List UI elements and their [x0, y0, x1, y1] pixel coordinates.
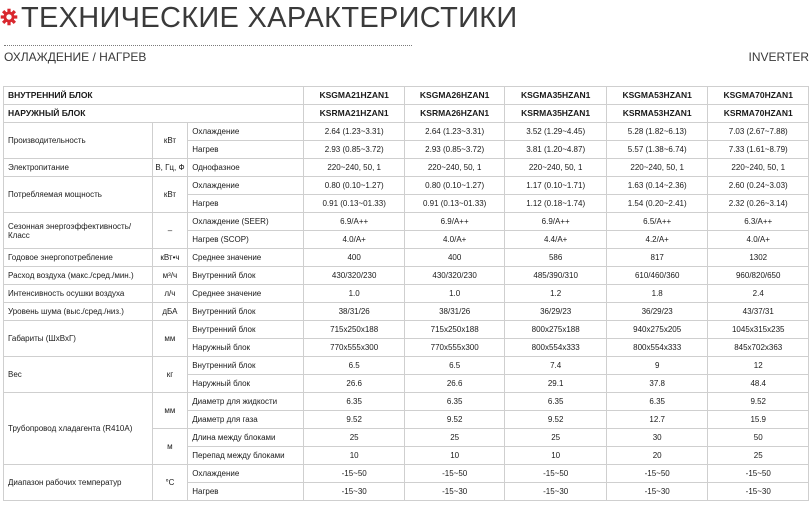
mode-label: Перепад между блоками [188, 447, 304, 465]
spec-row [4, 303, 809, 321]
value-cell: 1302 [708, 249, 809, 267]
mode-label: Нагрев [188, 141, 304, 159]
value-cell: 960/820/650 [708, 267, 809, 285]
model-cell: KSGMA70HZAN1 [708, 87, 809, 105]
mode-label: Однофазное [188, 159, 304, 177]
value-cell: 26.6 [304, 375, 404, 393]
parameter-label: Производительность [4, 123, 153, 159]
value-cell: 0.80 (0.10~1.27) [304, 177, 404, 195]
spec-row [4, 123, 809, 141]
value-cell: 1.8 [606, 285, 708, 303]
mode-label: Среднее значение [188, 249, 304, 267]
mode-label: Длина между блоками [188, 429, 304, 447]
mode-label: Нагрев (SCOP) [188, 231, 304, 249]
value-cell: 2.93 (0.85~3.72) [404, 141, 504, 159]
mode-label: Внутренний блок [188, 303, 304, 321]
value-cell: 9.52 [708, 393, 809, 411]
value-cell: 36/29/23 [606, 303, 708, 321]
value-cell: -15~30 [304, 483, 404, 501]
value-cell: 26.6 [404, 375, 504, 393]
value-cell: 1.0 [304, 285, 404, 303]
model-cell: KSGMA53HZAN1 [606, 87, 708, 105]
value-cell: -15~50 [708, 465, 809, 483]
value-cell: 485/390/310 [505, 267, 607, 285]
value-cell: -15~50 [304, 465, 404, 483]
unit-label: кВт [152, 177, 188, 213]
spec-row [4, 321, 809, 339]
model-cell: KSGMA35HZAN1 [505, 87, 607, 105]
value-cell: 9.52 [505, 411, 607, 429]
parameter-label: Годовое энергопотребление [4, 249, 153, 267]
model-cell: KSRMA35HZAN1 [505, 105, 607, 123]
value-cell: 220~240, 50, 1 [505, 159, 607, 177]
value-cell: 30 [606, 429, 708, 447]
value-cell: 25 [404, 429, 504, 447]
parameter-label: Уровень шума (выс./сред./низ.) [4, 303, 153, 321]
spec-row [4, 177, 809, 195]
parameter-label: Интенсивность осушки воздуха [4, 285, 153, 303]
value-cell: 6.3/A++ [708, 213, 809, 231]
value-cell: 220~240, 50, 1 [606, 159, 708, 177]
value-cell: 2.4 [708, 285, 809, 303]
value-cell: 38/31/26 [304, 303, 404, 321]
value-cell: 29.1 [505, 375, 607, 393]
spec-row [4, 159, 809, 177]
model-cell: KSRMA26HZAN1 [404, 105, 504, 123]
unit-label: мм [152, 393, 188, 429]
spec-table [3, 86, 809, 501]
value-cell: 4.4/A+ [505, 231, 607, 249]
indoor-model-row [4, 87, 809, 105]
value-cell: 10 [304, 447, 404, 465]
value-cell: 800x554x333 [505, 339, 607, 357]
spec-row [4, 267, 809, 285]
dotted-divider [4, 45, 412, 46]
value-cell: 220~240, 50, 1 [404, 159, 504, 177]
value-cell: 6.5/A++ [606, 213, 708, 231]
mode-label: Охлаждение (SEER) [188, 213, 304, 231]
inverter-label: INVERTER [748, 50, 809, 64]
value-cell: 400 [304, 249, 404, 267]
spec-row [4, 249, 809, 267]
value-cell: 15.9 [708, 411, 809, 429]
value-cell: 4.0/A+ [304, 231, 404, 249]
value-cell: 20 [606, 447, 708, 465]
value-cell: 36/29/23 [505, 303, 607, 321]
mode-label: Наружный блок [188, 339, 304, 357]
model-cell: KSRMA53HZAN1 [606, 105, 708, 123]
unit-label: В, Гц, Ф [152, 159, 188, 177]
value-cell: 6.35 [404, 393, 504, 411]
value-cell: -15~30 [606, 483, 708, 501]
value-cell: 1.2 [505, 285, 607, 303]
value-cell: 43/37/31 [708, 303, 809, 321]
value-cell: 845x702x363 [708, 339, 809, 357]
value-cell: 7.4 [505, 357, 607, 375]
value-cell: 10 [404, 447, 504, 465]
page-header [0, 0, 811, 62]
value-cell: -15~50 [505, 465, 607, 483]
value-cell: -15~30 [708, 483, 809, 501]
mode-label: Нагрев [188, 483, 304, 501]
mode-label: Внутренний блок [188, 357, 304, 375]
value-cell: 25 [708, 447, 809, 465]
value-cell: 800x554x333 [606, 339, 708, 357]
mode-label: Наружный блок [188, 375, 304, 393]
value-cell: 1.0 [404, 285, 504, 303]
mode-label: Диаметр для газа [188, 411, 304, 429]
value-cell: -15~30 [404, 483, 504, 501]
value-cell: 610/460/360 [606, 267, 708, 285]
value-cell: 50 [708, 429, 809, 447]
unit-label: кВт•ч [152, 249, 188, 267]
spec-row [4, 213, 809, 231]
mode-label: Среднее значение [188, 285, 304, 303]
value-cell: 4.2/A+ [606, 231, 708, 249]
unit-type-label: ВНУТРЕННИЙ БЛОК [4, 87, 304, 105]
value-cell: 770x555x300 [304, 339, 404, 357]
model-cell: KSRMA21HZAN1 [304, 105, 404, 123]
value-cell: 25 [505, 429, 607, 447]
value-cell: 9.52 [304, 411, 404, 429]
value-cell: 2.64 (1.23~3.31) [304, 123, 404, 141]
value-cell: 6.9/A++ [304, 213, 404, 231]
value-cell: 1.54 (0.20~2.41) [606, 195, 708, 213]
model-cell: KSGMA21HZAN1 [304, 87, 404, 105]
value-cell: 3.52 (1.29~4.45) [505, 123, 607, 141]
value-cell: 4.0/A+ [404, 231, 504, 249]
unit-label: °С [152, 465, 188, 501]
value-cell: 715x250x188 [304, 321, 404, 339]
value-cell: 38/31/26 [404, 303, 504, 321]
value-cell: 3.81 (1.20~4.87) [505, 141, 607, 159]
value-cell: 430/320/230 [304, 267, 404, 285]
parameter-label: Диапазон рабочих температур [4, 465, 153, 501]
value-cell: 0.91 (0.13~01.33) [304, 195, 404, 213]
unit-type-label: НАРУЖНЫЙ БЛОК [4, 105, 304, 123]
unit-label: л/ч [152, 285, 188, 303]
unit-label: – [152, 213, 188, 249]
mode-label: Охлаждение [188, 123, 304, 141]
parameter-label: Потребляемая мощность [4, 177, 153, 213]
value-cell: 2.60 (0.24~3.03) [708, 177, 809, 195]
value-cell: 220~240, 50, 1 [304, 159, 404, 177]
mode-label: Охлаждение [188, 465, 304, 483]
value-cell: 4.0/A+ [708, 231, 809, 249]
value-cell: 9.52 [404, 411, 504, 429]
model-cell: KSGMA26HZAN1 [404, 87, 504, 105]
outdoor-model-row [4, 105, 809, 123]
mode-label: Внутренний блок [188, 321, 304, 339]
parameter-label: Трубопровод хладагента (R410A) [4, 393, 153, 465]
value-cell: 2.64 (1.23~3.31) [404, 123, 504, 141]
value-cell: 12 [708, 357, 809, 375]
value-cell: 2.93 (0.85~3.72) [304, 141, 404, 159]
value-cell: 5.57 (1.38~6.74) [606, 141, 708, 159]
value-cell: -15~50 [606, 465, 708, 483]
mode-label: Внутренний блок [188, 267, 304, 285]
value-cell: 1.12 (0.18~1.74) [505, 195, 607, 213]
value-cell: 715x250x188 [404, 321, 504, 339]
parameter-label: Габариты (ШхВхГ) [4, 321, 153, 357]
value-cell: 0.80 (0.10~1.27) [404, 177, 504, 195]
mode-label: Охлаждение [188, 177, 304, 195]
parameter-label: Вес [4, 357, 153, 393]
value-cell: 6.5 [304, 357, 404, 375]
value-cell: 2.32 (0.26~3.14) [708, 195, 809, 213]
value-cell: 6.9/A++ [505, 213, 607, 231]
mode-subtitle: ОХЛАЖДЕНИЕ / НАГРЕВ [4, 50, 147, 64]
value-cell: -15~50 [404, 465, 504, 483]
value-cell: 5.28 (1.82~6.13) [606, 123, 708, 141]
value-cell: 12.7 [606, 411, 708, 429]
value-cell: 220~240, 50, 1 [708, 159, 809, 177]
value-cell: 800x275x188 [505, 321, 607, 339]
value-cell: 7.33 (1.61~8.79) [708, 141, 809, 159]
value-cell: 6.35 [304, 393, 404, 411]
value-cell: 1045x315x235 [708, 321, 809, 339]
value-cell: 430/320/230 [404, 267, 504, 285]
unit-label: м³/ч [152, 267, 188, 285]
value-cell: 25 [304, 429, 404, 447]
value-cell: 586 [505, 249, 607, 267]
value-cell: 7.03 (2.67~7.88) [708, 123, 809, 141]
value-cell: 400 [404, 249, 504, 267]
value-cell: 817 [606, 249, 708, 267]
model-cell: KSRMA70HZAN1 [708, 105, 809, 123]
unit-label: кВт [152, 123, 188, 159]
value-cell: 37.8 [606, 375, 708, 393]
spec-row [4, 285, 809, 303]
value-cell: 10 [505, 447, 607, 465]
value-cell: 1.63 (0.14~2.36) [606, 177, 708, 195]
value-cell: -15~30 [505, 483, 607, 501]
value-cell: 940x275x205 [606, 321, 708, 339]
value-cell: 9 [606, 357, 708, 375]
value-cell: 0.91 (0.13~01.33) [404, 195, 504, 213]
value-cell: 6.5 [404, 357, 504, 375]
parameter-label: Расход воздуха (макс./сред./мин.) [4, 267, 153, 285]
gear-icon [0, 8, 18, 26]
value-cell: 6.35 [606, 393, 708, 411]
value-cell: 6.9/A++ [404, 213, 504, 231]
value-cell: 1.17 (0.10~1.71) [505, 177, 607, 195]
value-cell: 48.4 [708, 375, 809, 393]
parameter-label: Сезонная энергоэффективность/ Класс [4, 213, 153, 249]
spec-row [4, 393, 809, 411]
spec-row [4, 357, 809, 375]
mode-label: Диаметр для жидкости [188, 393, 304, 411]
page-title: ТЕХНИЧЕСКИЕ ХАРАКТЕРИСТИКИ [21, 2, 518, 34]
unit-label: мм [152, 321, 188, 357]
value-cell: 770x555x300 [404, 339, 504, 357]
parameter-label: Электропитание [4, 159, 153, 177]
mode-label: Нагрев [188, 195, 304, 213]
spec-row [4, 465, 809, 483]
unit-label: кг [152, 357, 188, 393]
value-cell: 6.35 [505, 393, 607, 411]
unit-label: дБА [152, 303, 188, 321]
unit-label: м [152, 429, 188, 465]
